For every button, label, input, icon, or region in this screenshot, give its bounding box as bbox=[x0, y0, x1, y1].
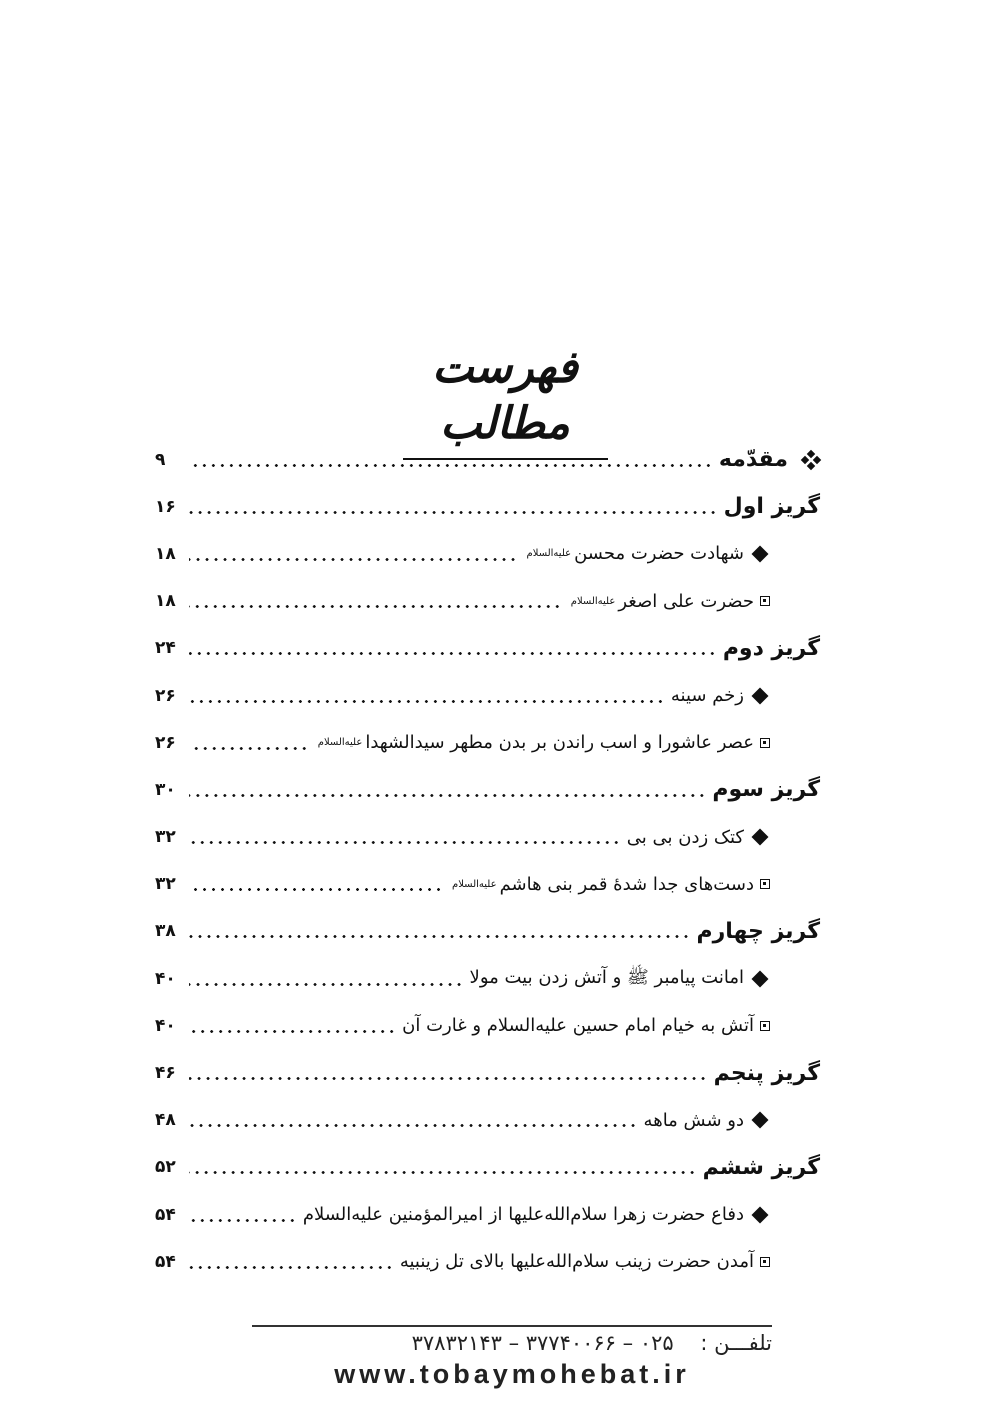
page-number: ۴۰ bbox=[155, 968, 176, 989]
toc-entry-title: آمدن حضرت زینب سلام‌الله‌علیها بالای تل زینبیه bbox=[399, 1251, 754, 1273]
dot-leader bbox=[189, 590, 562, 612]
toc-subentry-row[interactable] bbox=[155, 814, 820, 861]
page-number: ۴۸ bbox=[155, 1110, 176, 1131]
dot-leader bbox=[189, 543, 518, 565]
toc-subentry-row[interactable] bbox=[155, 1002, 820, 1049]
toc-intro-row[interactable] bbox=[155, 436, 820, 483]
dot-leader bbox=[189, 637, 717, 659]
toc-heading-row[interactable] bbox=[155, 908, 820, 955]
honorific-glyph: علیه‌السلام bbox=[526, 548, 572, 560]
boxed-square-shape bbox=[760, 879, 770, 889]
dot-leader bbox=[189, 496, 718, 518]
toc-subentry-row[interactable] bbox=[155, 530, 820, 577]
dot-leader bbox=[189, 685, 665, 707]
dot-leader bbox=[189, 1204, 297, 1226]
footer bbox=[252, 1325, 772, 1391]
toc-entry-title: کتک زدن بی بی bbox=[626, 826, 744, 848]
honorific-glyph: علیه‌السلام bbox=[570, 595, 616, 607]
toc-entry-title: گریز دوم bbox=[722, 635, 820, 661]
diamond-shape bbox=[752, 545, 769, 562]
page-number: ۱۶ bbox=[155, 496, 176, 517]
toc-entry-title: دفاع حضرت زهرا سلام‌الله‌علیها از امیرالمؤمنین علیه‌السلام bbox=[302, 1204, 744, 1226]
phone-numbers: ۰۲۵ – ۳۷۷۴۰۰۶۶ – ۳۷۸۳۲۱۴۳ bbox=[411, 1330, 674, 1355]
toc-entry-title: زخم سینه bbox=[670, 685, 744, 707]
toc-entry-title: عصر عاشورا و اسب راندن بر بدن مطهر سیدالشهدا bbox=[365, 732, 754, 754]
diamond-bullet-icon bbox=[750, 973, 770, 985]
toc-entry-title: مقدّمه bbox=[718, 447, 788, 473]
page-number: ۴۰ bbox=[155, 1015, 176, 1036]
honorific-glyph: علیه‌السلام bbox=[452, 878, 497, 890]
diamond-bullet-icon bbox=[750, 1114, 770, 1126]
dot-leader bbox=[189, 1109, 638, 1131]
page-number: ۵۴ bbox=[155, 1251, 176, 1272]
diamond-shape bbox=[752, 1206, 769, 1223]
toc-entry-title: شهادت حضرت محسن bbox=[574, 543, 744, 565]
dot-leader bbox=[189, 449, 713, 471]
page-number: ۳۲ bbox=[155, 827, 176, 848]
diamond-bullet-icon bbox=[750, 548, 770, 560]
page-number: ۳۸ bbox=[155, 921, 176, 942]
honorific-glyph: علیه‌السلام bbox=[317, 737, 363, 749]
toc-subentry-row[interactable] bbox=[155, 672, 820, 719]
boxed-square-bullet-icon bbox=[760, 596, 770, 606]
dot-leader bbox=[189, 1156, 697, 1178]
boxed-square-bullet-icon bbox=[760, 1257, 770, 1267]
boxed-square-shape bbox=[760, 1257, 770, 1267]
page-number: ۳۲ bbox=[155, 874, 176, 895]
diamond-shape bbox=[752, 687, 769, 704]
dot-leader bbox=[189, 1251, 394, 1273]
four-diamond-shape bbox=[802, 451, 820, 469]
four-diamond-bullet-icon bbox=[794, 451, 820, 469]
page-number: ۱۸ bbox=[155, 591, 176, 612]
toc-entry-title: گریز اول bbox=[723, 494, 820, 520]
diamond-shape bbox=[752, 1112, 769, 1129]
dot-leader bbox=[189, 920, 690, 942]
toc-heading-row[interactable] bbox=[155, 766, 820, 813]
toc-subentry-row[interactable] bbox=[155, 1238, 820, 1285]
footer-divider bbox=[252, 1325, 772, 1327]
boxed-square-bullet-icon bbox=[760, 738, 770, 748]
page-number: ۲۶ bbox=[155, 685, 176, 706]
toc-subentry-row[interactable] bbox=[155, 1097, 820, 1144]
toc-entry-title: دست‌های جدا شدهٔ قمر بنی هاشم bbox=[499, 873, 754, 895]
page-number: ۳۰ bbox=[155, 779, 176, 800]
boxed-square-shape bbox=[760, 1021, 770, 1031]
boxed-square-shape bbox=[760, 738, 770, 748]
page-number: ۲۶ bbox=[155, 732, 176, 753]
page-number: ۵۲ bbox=[155, 1157, 176, 1178]
page-number: ۹ bbox=[155, 449, 166, 470]
phone-label: تلفـــن : bbox=[700, 1330, 772, 1355]
toc-subentry-row[interactable] bbox=[155, 578, 820, 625]
toc-heading-row[interactable] bbox=[155, 1049, 820, 1096]
phone-line bbox=[252, 1329, 772, 1357]
page-number: ۴۶ bbox=[155, 1063, 176, 1084]
boxed-square-bullet-icon bbox=[760, 1021, 770, 1031]
toc-subentry-row[interactable] bbox=[155, 719, 820, 766]
toc-entry-title: آتش به خیام امام حسین علیه‌السلام و غارت آن bbox=[402, 1015, 754, 1037]
toc-entry-title: گریز سوم bbox=[712, 777, 820, 803]
diamond-bullet-icon bbox=[750, 1209, 770, 1221]
toc-heading-row[interactable] bbox=[155, 483, 820, 530]
table-of-contents bbox=[155, 436, 820, 1285]
toc-entry-title: دو شش ماهه bbox=[643, 1109, 744, 1131]
page-title: فهرست مطالب bbox=[432, 342, 578, 449]
diamond-shape bbox=[752, 829, 769, 846]
dot-leader bbox=[189, 779, 706, 801]
dot-leader bbox=[189, 968, 464, 990]
toc-entry-title: حضرت علی اصغر bbox=[618, 590, 754, 612]
toc-subentry-row[interactable] bbox=[155, 1191, 820, 1238]
diamond-bullet-icon bbox=[750, 831, 770, 843]
website-link[interactable]: www.tobaymohebat.ir bbox=[334, 1358, 690, 1389]
toc-subentry-row[interactable] bbox=[155, 861, 820, 908]
page-number: ۱۸ bbox=[155, 543, 176, 564]
boxed-square-bullet-icon bbox=[760, 879, 770, 889]
toc-entry-title: گریز پنجم bbox=[713, 1060, 820, 1086]
dot-leader bbox=[189, 1015, 396, 1037]
page-number: ۵۴ bbox=[155, 1204, 176, 1225]
toc-heading-row[interactable] bbox=[155, 1144, 820, 1191]
toc-entry-title: گریز چهارم bbox=[696, 918, 820, 944]
dot-leader bbox=[189, 873, 443, 895]
toc-subentry-row[interactable] bbox=[155, 955, 820, 1002]
toc-heading-row[interactable] bbox=[155, 625, 820, 672]
dot-leader bbox=[189, 1062, 708, 1084]
dot-leader bbox=[189, 732, 309, 754]
toc-entry-title: امانت پیامبر ﷺ و آتش زدن بیت مولا bbox=[469, 966, 744, 988]
toc-entry-title: گریز ششم bbox=[702, 1154, 820, 1180]
boxed-square-shape bbox=[760, 596, 770, 606]
diamond-shape bbox=[752, 970, 769, 987]
dot-leader bbox=[189, 826, 621, 848]
diamond-bullet-icon bbox=[750, 690, 770, 702]
page-number: ۲۴ bbox=[155, 638, 176, 659]
